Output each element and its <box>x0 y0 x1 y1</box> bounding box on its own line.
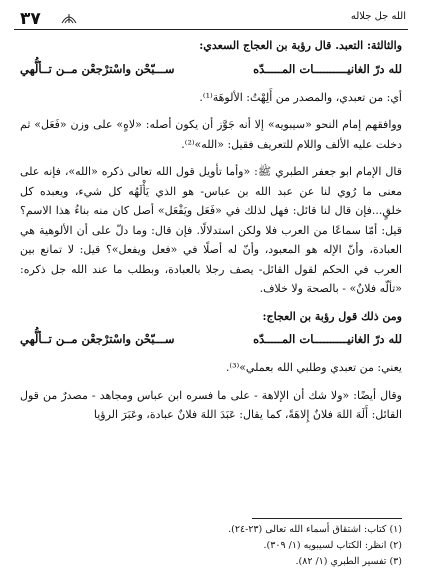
footnote-2: (٢) انظر: الكتاب لسيبويه (١/ ٣٠٩). <box>263 540 402 551</box>
main-text <box>20 36 402 425</box>
footnote-1: (١) كتاب: اشتقاق أسماء الله تعالى (٢٣-٢٤). <box>228 524 402 535</box>
paragraph-1: أي: من تعبدي، والمصدر من أَلِهْتُ: الألوهَة⁽¹⁾. <box>199 90 402 104</box>
footnote-3: (٣) تفسير الطبري (١/ ٨٢). <box>295 556 402 567</box>
paragraph-5: وقال أيضًا: «ولا شك أن الإلاهة - على ما فسره ابن عباس ومجاهد - مصدرٌ من قول القائل: أَلَهَ اللهَ فلانٌ إِلاهَةً، كما يقال: عَبَدَ اللهَ فلانٌ عبادة، وعَبَرَ الرؤيا <box>20 388 402 421</box>
verse-1 <box>20 58 402 86</box>
verse-1-first-hemistich: لله درّ الغانيــــــــــات المـــــدّه <box>253 61 402 76</box>
verse-2-second-hemistich: ســـبّحْن واسْترْجعْن مــن تــألُّهي <box>20 332 175 346</box>
paragraph-3: قال الإمام ابو جعفر الطبري ﷺ: «وأما تأويل قول الله تعالى ذكره «الله»، فإنه على معنى ما رُوي لنا عن عبد الله بن عباس- هو الذي يَأْلَهُه كل شيء، ويعبده كل خلقٍ...فإن قال لنا قائل: فهل لذلك في «فَعَل ويَفْعَل» أصل كان منه بناءُ هذا الاسم؟ قيل: أمّا سماعًا من العرب فلا ولكن استدلالًا. فإن قال: وما دلّ على أن الألوهية هي العبادة، وأنّ الإله هو المعبود، وأنّ له أصلًا في «فعل ويفعل»؟ قيل: لا تمانع بين العرب في الحكم لقول القائل- يصف رجلا بالعبادة، وبطلب ما عند الله جل ذكره: «تألّه فلانٌ» - بالصحة ولا خلاف. <box>20 165 402 295</box>
verse-2-first-hemistich: لله درّ الغانيــــــــــات المـــــدّه <box>253 332 402 346</box>
intro-line-2: ومن ذلك قول رؤبة بن العجاج: <box>262 309 402 323</box>
footnote-rule <box>252 518 402 519</box>
ornament-icon <box>60 11 78 25</box>
paragraph-2: ووافقهم إمام النحو «سيبويه» إلا أنه جَوَّز أن يكون أصله: «لاهٍ» على وزن «فَعَل» ثم دخلت عليه الألف واللام للتعريف فقيل: «الله»⁽²⁾. <box>20 118 402 151</box>
footnotes <box>20 518 402 570</box>
page-header <box>14 9 408 31</box>
verse-1-second-hemistich: ســـبّحْن واسْترْجعْن مــن تــألُّهي <box>20 61 175 76</box>
running-head: الله جل جلاله <box>350 11 406 22</box>
paragraph-4: يعني: من تعبدي وطلبي الله بعملي»⁽³⁾. <box>225 361 402 374</box>
page-number: ٣٧ <box>20 9 41 29</box>
intro-line: والثالثة: التعبد. قال رؤبة بن العجاج السعدي: <box>199 39 402 52</box>
header-rule <box>14 29 408 30</box>
verse-2 <box>20 328 402 356</box>
